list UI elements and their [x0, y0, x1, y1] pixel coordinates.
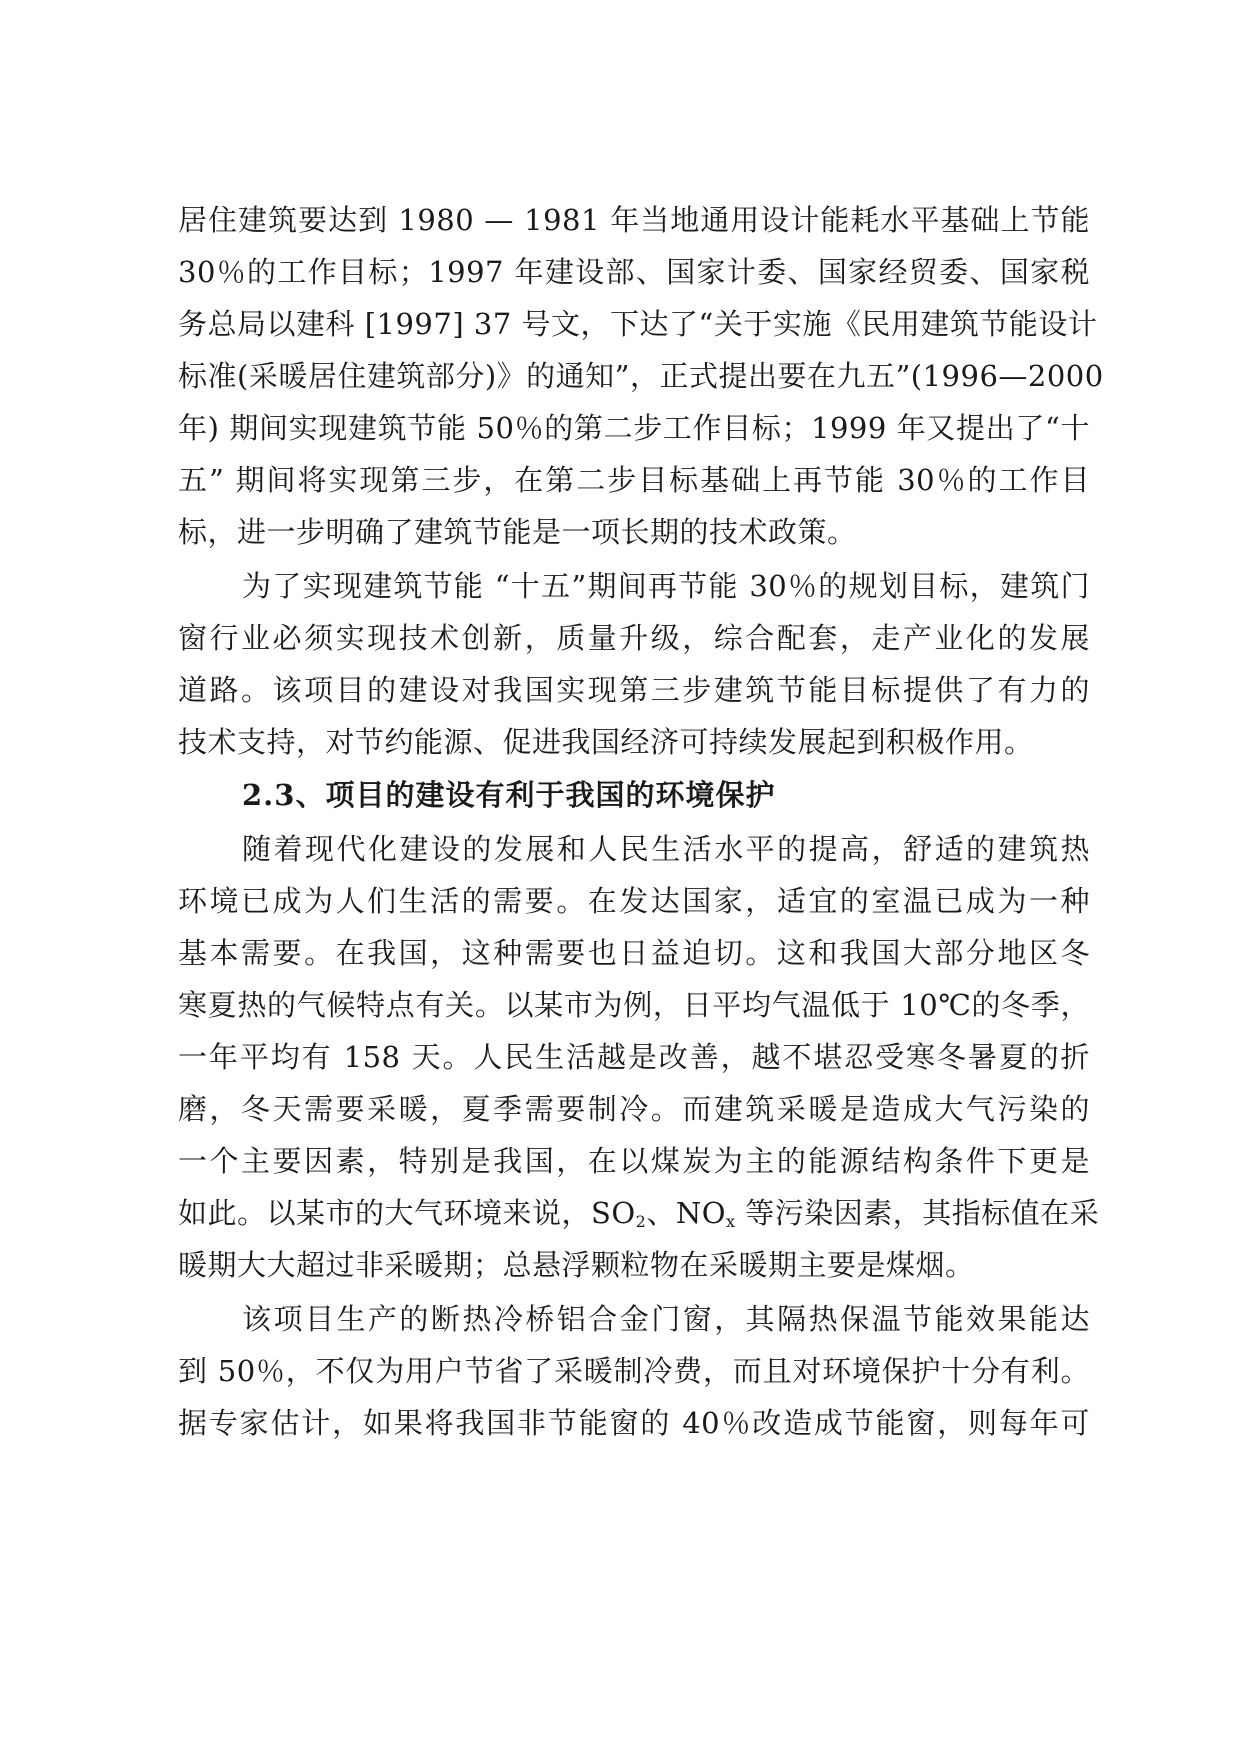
body-text-line: 随着现代化建设的发展和人民生活水平的提高，舒适的建筑热 — [242, 832, 1090, 866]
body-text-line: 务总局以建科 [1997] 37 号文，下达了“关于实施《民用建筑节能设计 — [178, 307, 1098, 341]
body-text-line: 磨，冬天需要采暖，夏季需要制冷。而建筑采暖是造成大气污染的 — [178, 1092, 1090, 1126]
body-text-line: 五” 期间将实现第三步，在第二步目标基础上再节能 30％的工作目 — [178, 463, 1090, 497]
body-text-line: 该项目生产的断热冷桥铝合金门窗，其隔热保温节能效果能达 — [242, 1302, 1090, 1336]
body-text-line: 标准(采暖居住建筑部分)》的通知”，正式提出要在九五”(1996—2000 — [178, 359, 1104, 393]
text-segment: 如此。以某市的大气环境来说，SO — [178, 1196, 636, 1230]
body-text-line: 到 50％，不仅为用户节省了采暖制冷费，而且对环境保护十分有利。 — [178, 1354, 1090, 1388]
body-text-line: 寒夏热的气候特点有关。以某市为例，日平均气温低于 10℃的冬季， — [178, 988, 1090, 1022]
body-text-line: 据专家估计，如果将我国非节能窗的 40％改造成节能窗，则每年可 — [178, 1406, 1090, 1440]
body-text-line: 为了实现建筑节能 “十五”期间再节能 30％的规划目标，建筑门 — [242, 569, 1090, 603]
body-text-line: 居住建筑要达到 1980 — 1981 年当地通用设计能耗水平基础上节能 — [178, 203, 1090, 237]
body-text-line: 道路。该项目的建设对我国实现第三步建筑节能目标提供了有力的 — [178, 673, 1090, 707]
body-text-line: 30％的工作目标；1997 年建设部、国家计委、国家经贸委、国家税 — [178, 255, 1090, 289]
body-text-line: 技术支持，对节约能源、促进我国经济可持续发展起到积极作用。 — [178, 725, 1034, 759]
body-text-line: 窗行业必须实现技术创新，质量升级，综合配套，走产业化的发展 — [178, 621, 1090, 655]
text-segment: 等污染因素，其指标值在采 — [735, 1196, 1100, 1230]
body-text-line: 标，进一步明确了建筑节能是一项长期的技术政策。 — [178, 515, 857, 549]
subscript: 2 — [635, 1212, 647, 1231]
body-text-line: 一个主要因素，特别是我国，在以煤炭为主的能源结构条件下更是 — [178, 1144, 1090, 1178]
text-segment: 、NO — [646, 1196, 726, 1230]
body-text-line-emissions — [178, 1193, 1100, 1233]
body-text-line: 暖期大大超过非采暖期；总悬浮颗粒物在采暖期主要是煤烟。 — [178, 1248, 975, 1282]
body-text-line: 环境已成为人们生活的需要。在发达国家，适宜的室温已成为一种 — [178, 884, 1090, 918]
section-heading: 2.3、项目的建设有利于我国的环境保护 — [242, 778, 776, 812]
body-text-line: 基本需要。在我国，这种需要也日益迫切。这和我国大部分地区冬 — [178, 936, 1090, 970]
body-text-line: 年) 期间实现建筑节能 50％的第二步工作目标；1999 年又提出了“十 — [178, 411, 1090, 445]
body-text-line: 一年平均有 158 天。人民生活越是改善，越不堪忍受寒冬暑夏的折 — [178, 1040, 1090, 1074]
subscript: x — [726, 1212, 736, 1231]
